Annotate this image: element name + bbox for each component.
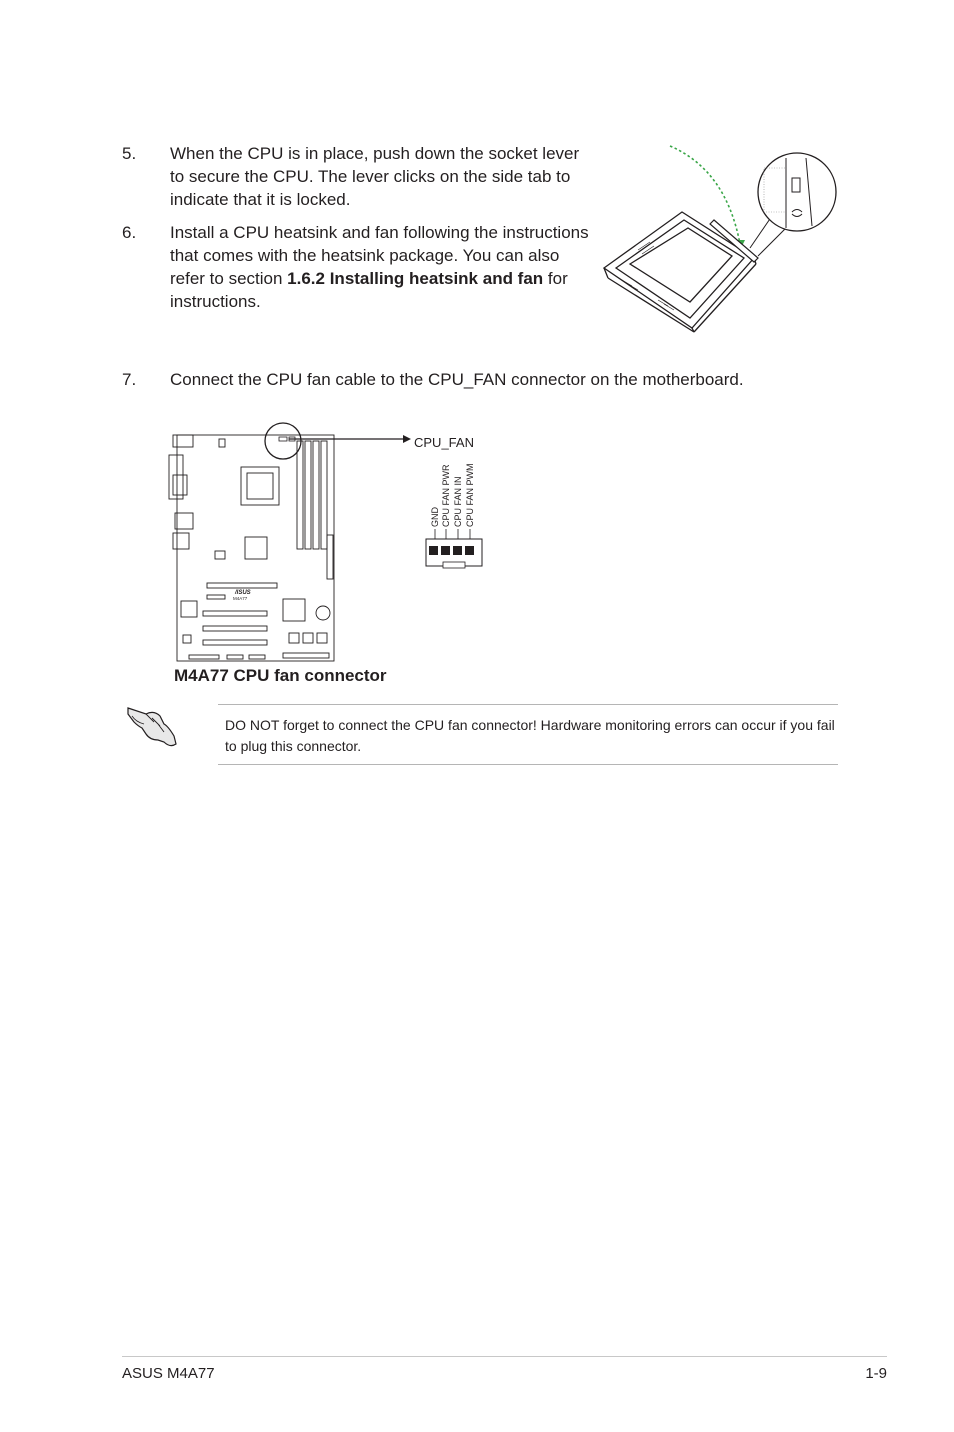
- footer-rule: [122, 1356, 887, 1357]
- motherboard-layout-diagram: [155, 415, 500, 670]
- step-text-end: for instructions.: [170, 269, 568, 311]
- board-logo: /ISUS: [235, 590, 251, 596]
- connector-label: CPU_FAN: [414, 435, 474, 450]
- page-number: 1-9: [865, 1365, 887, 1382]
- step-number: 6.: [122, 223, 137, 242]
- pin-label-cpu-fan-in: CPU FAN IN: [453, 476, 463, 527]
- board-model-label: M4A77: [233, 596, 248, 601]
- note-top-rule: [218, 704, 838, 705]
- footer-product-name: ASUS M4A77: [122, 1365, 215, 1382]
- pin-label-cpu-fan-pwr: CPU FAN PWR: [441, 464, 451, 527]
- note-bottom-rule: [218, 764, 838, 765]
- step-text-start: Install a CPU heatsink and fan following the instructions that comes with the heatsink package. You can also refer to section: [170, 223, 589, 288]
- motherboard-outline: [177, 435, 334, 661]
- fan-connector-header: [426, 539, 482, 568]
- section-reference: 1.6.2 Installing heatsink and fan: [287, 269, 544, 288]
- step-number: 7.: [122, 370, 137, 389]
- step-text: Connect the CPU fan cable to the CPU_FAN connector on the motherboard.: [170, 370, 744, 389]
- pin-label-cpu-fan-pwm: CPU FAN PWM: [465, 463, 475, 527]
- pin-label-gnd: GND: [430, 507, 440, 527]
- cpu-socket-lever-illustration: [598, 140, 842, 336]
- step-number: 5.: [122, 144, 137, 163]
- pointer-arrow-head: [403, 435, 411, 443]
- step-text: When the CPU is in place, push down the socket lever to secure the CPU. The lever clicks on the side tab to indicate that it is locked.: [170, 144, 580, 209]
- pointing-hand-icon: [124, 700, 180, 750]
- step-text: [170, 221, 590, 313]
- note-text: DO NOT forget to connect the CPU fan connector! Hardware monitoring errors can occur if you fail to plug this connector.: [225, 717, 835, 754]
- lever-motion-arrow: [670, 146, 740, 244]
- diagram-caption: M4A77 CPU fan connector: [174, 666, 387, 685]
